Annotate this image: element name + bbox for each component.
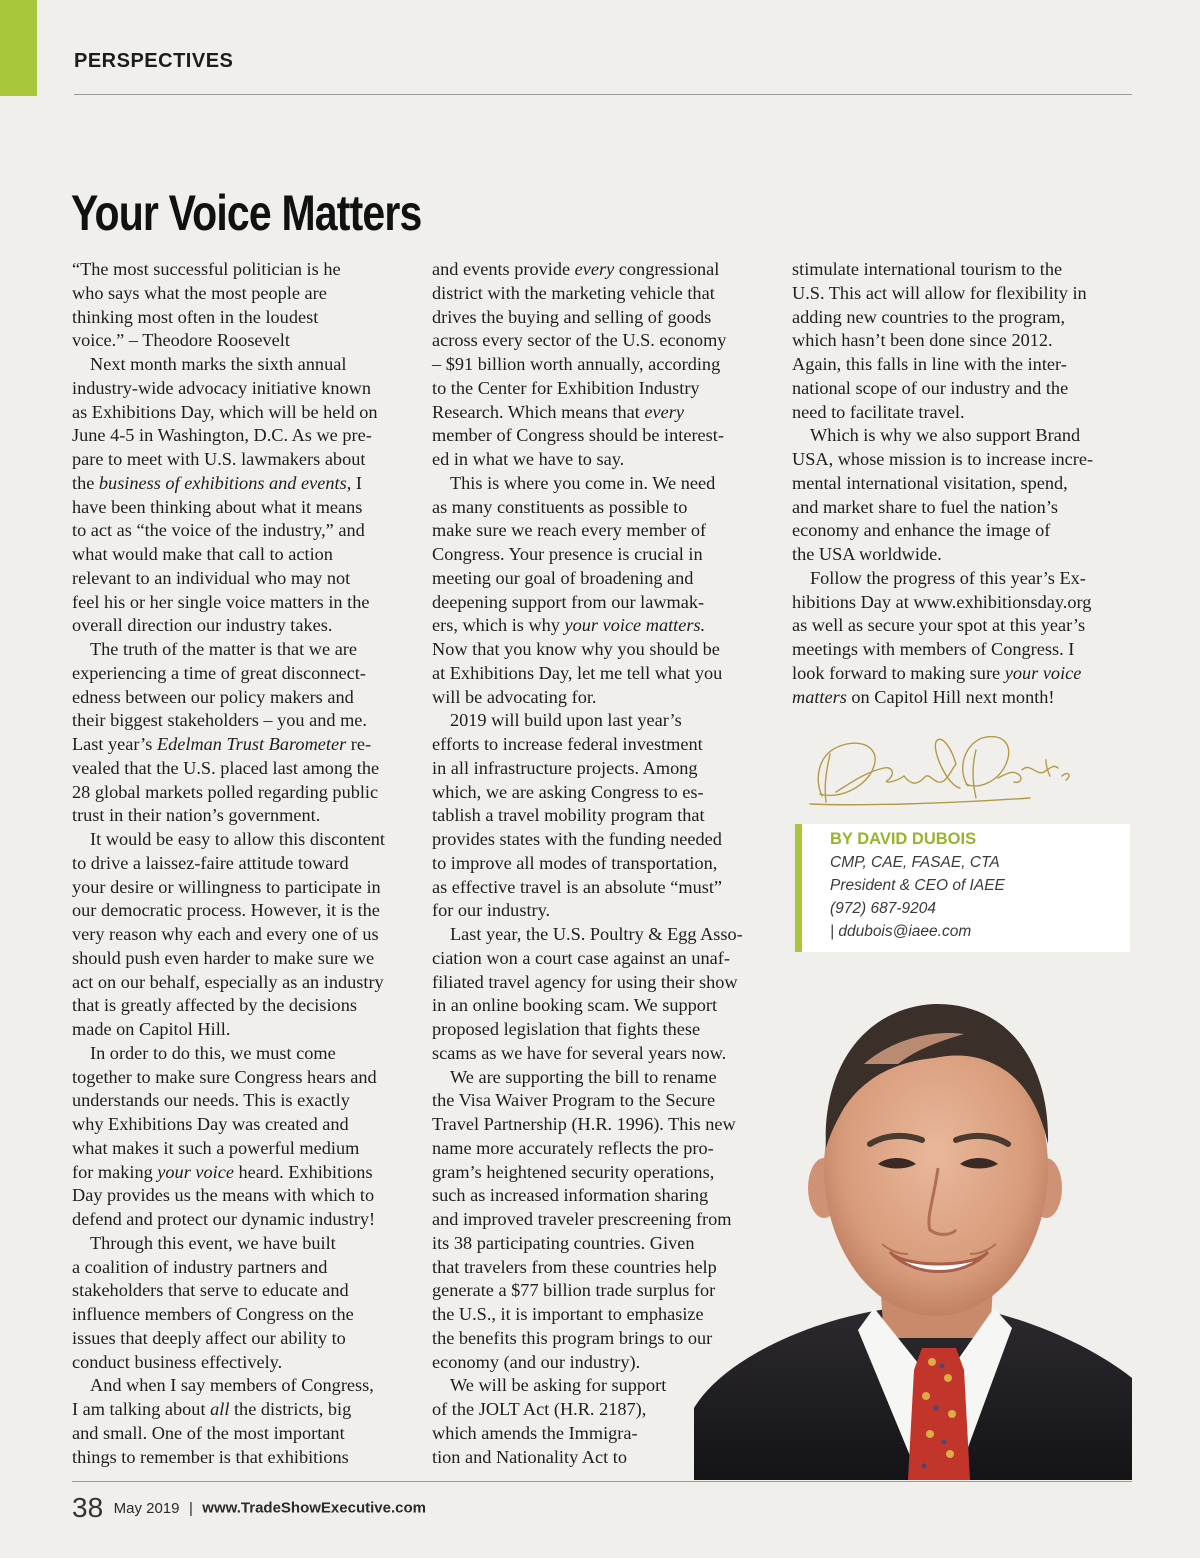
article-text-line: tablish a travel mobility program that <box>432 805 705 826</box>
article-text-line: as Exhibitions Day, which will be held on <box>72 401 378 422</box>
article-text-line: name more accurately reflects the pro- <box>432 1137 714 1158</box>
article-text-line: Congress. Your presence is crucial in <box>432 544 703 564</box>
issue-date: May 2019 <box>113 1499 180 1517</box>
article-text-line: which, we are asking Congress to es- <box>432 781 704 802</box>
article-text-line: – $91 billion worth annually, according <box>432 354 721 374</box>
article-text-line: We will be asking for support <box>450 1375 667 1396</box>
article-text-line: Research. Which means that every <box>432 401 684 422</box>
article-text-line: meetings with members of Congress. I <box>792 639 1075 659</box>
article-text-line: to improve all modes of transportation, <box>432 852 718 873</box>
article-text-line: will be advocating for. <box>432 686 597 707</box>
article-text-line: Last year’s Edelman Trust Barometer re- <box>72 734 372 754</box>
article-text-line: influence members of Congress on the <box>72 1304 354 1324</box>
article-text-line: your desire or willingness to participate in <box>72 876 381 897</box>
article-text-line: It would be easy to allow this discontent <box>90 829 385 849</box>
article-text-line: should push even harder to make sure we <box>72 947 375 968</box>
article-text-line: deepening support from our lawmak- <box>432 591 705 612</box>
article-text-line: Last year, the U.S. Poultry & Egg Asso- <box>450 924 743 944</box>
section-accent-bar <box>0 0 37 96</box>
footer-separator: | <box>188 1499 193 1517</box>
article-text-line: Travel Partnership (H.R. 1996). This new <box>432 1114 736 1134</box>
article-text-line: Now that you know why you should be <box>432 639 720 659</box>
article-text-line: that travelers from these countries help <box>432 1256 717 1277</box>
article-text-line: mental international visitation, spend, <box>792 472 1068 493</box>
article-text-line: Through this event, we have built <box>90 1232 336 1253</box>
article-text-line: to drive a laissez-faire attitude toward <box>72 852 349 873</box>
article-text-line: national scope of our industry and the <box>792 377 1069 398</box>
author-name: BY DAVID DUBOIS <box>830 830 977 848</box>
article-text-line: proposed legislation that fights these <box>432 1019 701 1039</box>
article-text-line: a coalition of industry partners and <box>72 1256 328 1277</box>
section-label: PERSPECTIVES <box>74 50 234 72</box>
author-email: | ddubois@iaee.com <box>830 923 972 940</box>
page-footer <box>72 1492 426 1532</box>
article-text-line: Next month marks the sixth annual <box>90 354 347 374</box>
article-text-line: pare to meet with U.S. lawmakers about <box>72 449 366 469</box>
article-text-line: why Exhibitions Day was created and <box>72 1114 349 1134</box>
article-text-line: which hasn’t been done since 2012. <box>792 330 1053 351</box>
article-text-line: hibitions Day at www.exhibitionsday.org <box>792 591 1092 612</box>
article-text-line: across every sector of the U.S. economy <box>432 330 727 351</box>
article-text-line: efforts to increase federal investment <box>432 734 703 754</box>
article-text-line: thinking most often in the loudest <box>72 306 319 327</box>
article-text-line: gram’s heightened security operations, <box>432 1161 715 1182</box>
article-text-line: trust in their nation’s government. <box>72 805 321 826</box>
article-text-line: and market share to fuel the nation’s <box>792 496 1059 517</box>
article-text-line: for our industry. <box>432 900 551 921</box>
article-text-line: adding new countries to the program, <box>792 306 1066 327</box>
article-text-line: meeting our goal of broadening and <box>432 567 694 588</box>
article-text-line: industry-wide advocacy initiative known <box>72 377 372 398</box>
article-text-line: at Exhibitions Day, let me tell what you <box>432 662 723 683</box>
article-text-line: ciation won a court case against an unaf- <box>432 947 730 968</box>
article-text-line: made on Capitol Hill. <box>72 1019 231 1039</box>
article-text-line: which amends the Immigra- <box>432 1422 638 1443</box>
author-title: President & CEO of IAEE <box>830 877 1005 894</box>
article-text-line: And when I say members of Congress, <box>90 1375 374 1396</box>
article-text-line: and events provide every congressional <box>432 259 720 279</box>
article-text-line: ed in what we have to say. <box>432 449 625 469</box>
article-text-line: Again, this falls in line with the inter- <box>792 354 1067 374</box>
article-text-line: scams as we have for several years now. <box>432 1042 727 1063</box>
article-column-3 <box>792 258 1130 709</box>
article-text-line: We are supporting the bill to rename <box>450 1066 717 1087</box>
article-text-line: ers, which is why your voice matters. <box>432 615 706 636</box>
article-text-line: to the Center for Exhibition Industry <box>432 377 700 398</box>
article-text-line: overall direction our industry takes. <box>72 615 333 636</box>
article-text-line: “The most successful politician is he <box>72 259 341 279</box>
article-text-line: our democratic process. However, it is the <box>72 900 380 921</box>
article-text-line: member of Congress should be interest- <box>432 425 724 446</box>
article-text-line: make sure we reach every member of <box>432 520 707 541</box>
article-text-line: the U.S., it is important to emphasize <box>432 1304 704 1324</box>
article-text-line: USA, whose mission is to increase incre- <box>792 449 1094 469</box>
article-column-1 <box>72 258 414 1469</box>
article-text-line: stimulate international tourism to the <box>792 259 1063 279</box>
author-portrait <box>694 968 1132 1480</box>
article-text-line: matters on Capitol Hill next month! <box>792 686 1055 707</box>
article-text-line: In order to do this, we must come <box>90 1042 336 1063</box>
article-text-line: relevant to an individual who may not <box>72 567 351 588</box>
article-text-line: the USA worldwide. <box>792 544 942 564</box>
article-text-line: drives the buying and selling of goods <box>432 306 712 327</box>
page-number: 38 <box>72 1492 104 1523</box>
article-text-line: feel his or her single voice matters in the <box>72 591 370 612</box>
article-text-line: stakeholders that serve to educate and <box>72 1280 349 1301</box>
article-text-line: conduct business effectively. <box>72 1351 283 1372</box>
article-text-line: U.S. This act will allow for flexibility in <box>792 282 1087 303</box>
article-text-line: look forward to making sure your voice <box>792 662 1082 683</box>
article-text-line: Which is why we also support Brand <box>810 425 1081 446</box>
article-text-line: vealed that the U.S. placed last among the <box>72 757 380 778</box>
article-text-line: such as increased information sharing <box>432 1185 709 1206</box>
header-divider <box>74 94 1132 95</box>
author-phone: (972) 687-9204 <box>830 900 936 917</box>
article-text-line: economy and enhance the image of <box>792 520 1051 541</box>
article-text-line: tion and Nationality Act to <box>432 1446 627 1467</box>
article-text-line: of the JOLT Act (H.R. 2187), <box>432 1399 647 1419</box>
article-text-line: defend and protect our dynamic industry! <box>72 1209 376 1229</box>
article-text-line: need to facilitate travel. <box>792 401 965 422</box>
article-text-line: their biggest stakeholders – you and me. <box>72 710 367 731</box>
article-text-line: June 4-5 in Washington, D.C. As we pre- <box>72 425 372 446</box>
article-text-line: for making your voice heard. Exhibitions <box>72 1161 373 1182</box>
article-text-line: edness between our policy makers and <box>72 686 354 707</box>
article-text-line: what would make that call to action <box>72 544 333 564</box>
publication-url[interactable]: www.TradeShowExecutive.com <box>202 1499 426 1517</box>
article-text-line: act on our behalf, especially as an industry <box>72 971 384 992</box>
article-text-line: district with the marketing vehicle that <box>432 282 715 303</box>
article-text-line: 2019 will build upon last year’s <box>450 710 682 731</box>
article-text-line: This is where you come in. We need <box>450 472 716 493</box>
article-text-line: the benefits this program brings to our <box>432 1327 713 1348</box>
article-text-line: issues that deeply affect our ability to <box>72 1327 346 1348</box>
article-text-line: that is greatly affected by the decisions <box>72 995 357 1016</box>
article-text-line: its 38 participating countries. Given <box>432 1232 695 1253</box>
article-text-line: have been thinking about what it means <box>72 496 363 517</box>
author-credentials: CMP, CAE, FASAE, CTA <box>830 854 1000 871</box>
article-text-line: the Visa Waiver Program to the Secure <box>432 1090 716 1111</box>
article-text-line: The truth of the matter is that we are <box>90 639 358 659</box>
article-text-line: voice.” – Theodore Roosevelt <box>72 330 290 351</box>
author-signature <box>800 724 1080 819</box>
article-text-line: things to remember is that exhibitions <box>72 1446 349 1467</box>
article-text-line: I am talking about all the districts, big <box>72 1399 352 1419</box>
article-text-line: who says what the most people are <box>72 282 327 303</box>
article-text-line: understands our needs. This is exactly <box>72 1090 350 1111</box>
article-text-line: and improved traveler prescreening from <box>432 1209 732 1229</box>
article-text-line: filiated travel agency for using their show <box>432 971 738 992</box>
article-text-line: as effective travel is an absolute “must” <box>432 876 723 897</box>
article-text-line: generate a $77 billion trade surplus for <box>432 1280 716 1301</box>
article-text-line: provides states with the funding needed <box>432 829 722 849</box>
article-text-line: in all infrastructure projects. Among <box>432 757 698 778</box>
article-text-line: very reason why each and every one of us <box>72 924 379 944</box>
article-text-line: what makes it such a powerful medium <box>72 1137 360 1158</box>
author-byline-box <box>795 824 1130 952</box>
article-text-line: in an online booking scam. We support <box>432 995 718 1016</box>
article-text-line: 28 global markets polled regarding public <box>72 781 379 802</box>
article-text-line: experiencing a time of great disconnect- <box>72 662 366 683</box>
article-text-line: the business of exhibitions and events, I <box>72 472 362 493</box>
article-text-line: to act as “the voice of the industry,” and <box>72 520 365 541</box>
article-title: Your Voice Matters <box>71 185 422 241</box>
article-text-line: and small. One of the most important <box>72 1422 345 1443</box>
article-text-line: Follow the progress of this year’s Ex- <box>810 567 1086 588</box>
article-text-line: economy (and our industry). <box>432 1351 641 1372</box>
article-text-line: together to make sure Congress hears and <box>72 1066 377 1087</box>
article-text-line: as well as secure your spot at this year’s <box>792 615 1086 636</box>
article-text-line: Day provides us the means with which to <box>72 1185 375 1206</box>
footer-divider <box>72 1481 1132 1482</box>
article-text-line: as many constituents as possible to <box>432 496 688 517</box>
